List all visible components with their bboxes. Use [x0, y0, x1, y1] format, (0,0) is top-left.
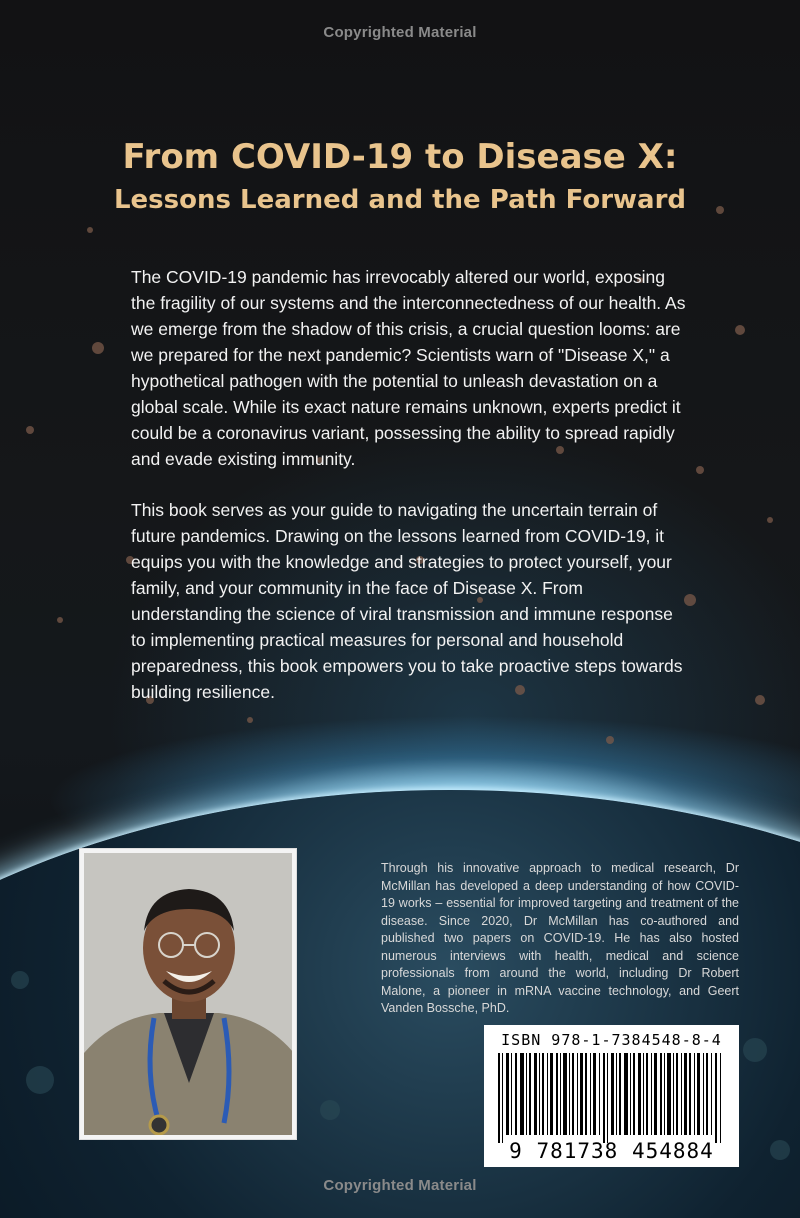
author-photo	[79, 848, 297, 1140]
book-title	[0, 134, 800, 220]
title-main: From COVID-19 to Disease X:	[122, 137, 678, 177]
copyright-watermark-bottom: Copyrighted Material	[323, 1177, 477, 1194]
description-paragraph-1: The COVID-19 pandemic has irrevocably altered our world, exposing the fragility of our systems and the interconnectedness of our health. As we emerge from the shadow of this crisis, a crucial question looms: are we prepared for the next pandemic? Scientists warn of "Disease X," a hypothetical pathogen with the potential to unleash devastation on a global scale. While its exact nature remains unknown, experts predict it could be a coronavirus variant, possessing the ability to spread rapidly and evade existing immunity.	[131, 267, 686, 469]
isbn-number: ISBN 978-1-7384548-8-4	[501, 1031, 722, 1049]
title-subtitle: Lessons Learned and the Path Forward	[113, 185, 687, 215]
author-portrait-illustration	[84, 853, 292, 1135]
author-bio: Through his innovative approach to medical research, Dr McMillan has developed a deep understanding of how COVID-19 works – essential for improved targeting and treatment of the disease. Since 2020, Dr McMillan has co-authored and published two papers on COVID-19. He has also hosted numerous interviews with health, medical and science professionals from around the world, including Dr Robert Malone, a pioneer in mRNA vaccine technology, and Geert Vanden Bossche, PhD.	[381, 861, 739, 1015]
copyright-watermark-top: Copyrighted Material	[323, 24, 477, 41]
barcode-digits: 9 781738 454884	[509, 1139, 714, 1163]
author-portrait	[84, 853, 292, 1135]
description-paragraph-2: This book serves as your guide to navigating the uncertain terrain of future pandemics. Drawing on the lessons learned from COVID-19, it equips you with the knowledge and strategies to protect yourself, your family, and your community in the face of Disease X. From understanding the science of viral transmission and immune response to implementing practical measures for personal and household preparedness, this book empowers you to take proactive steps towards building resilience.	[131, 500, 683, 702]
isbn-barcode	[484, 1025, 739, 1167]
